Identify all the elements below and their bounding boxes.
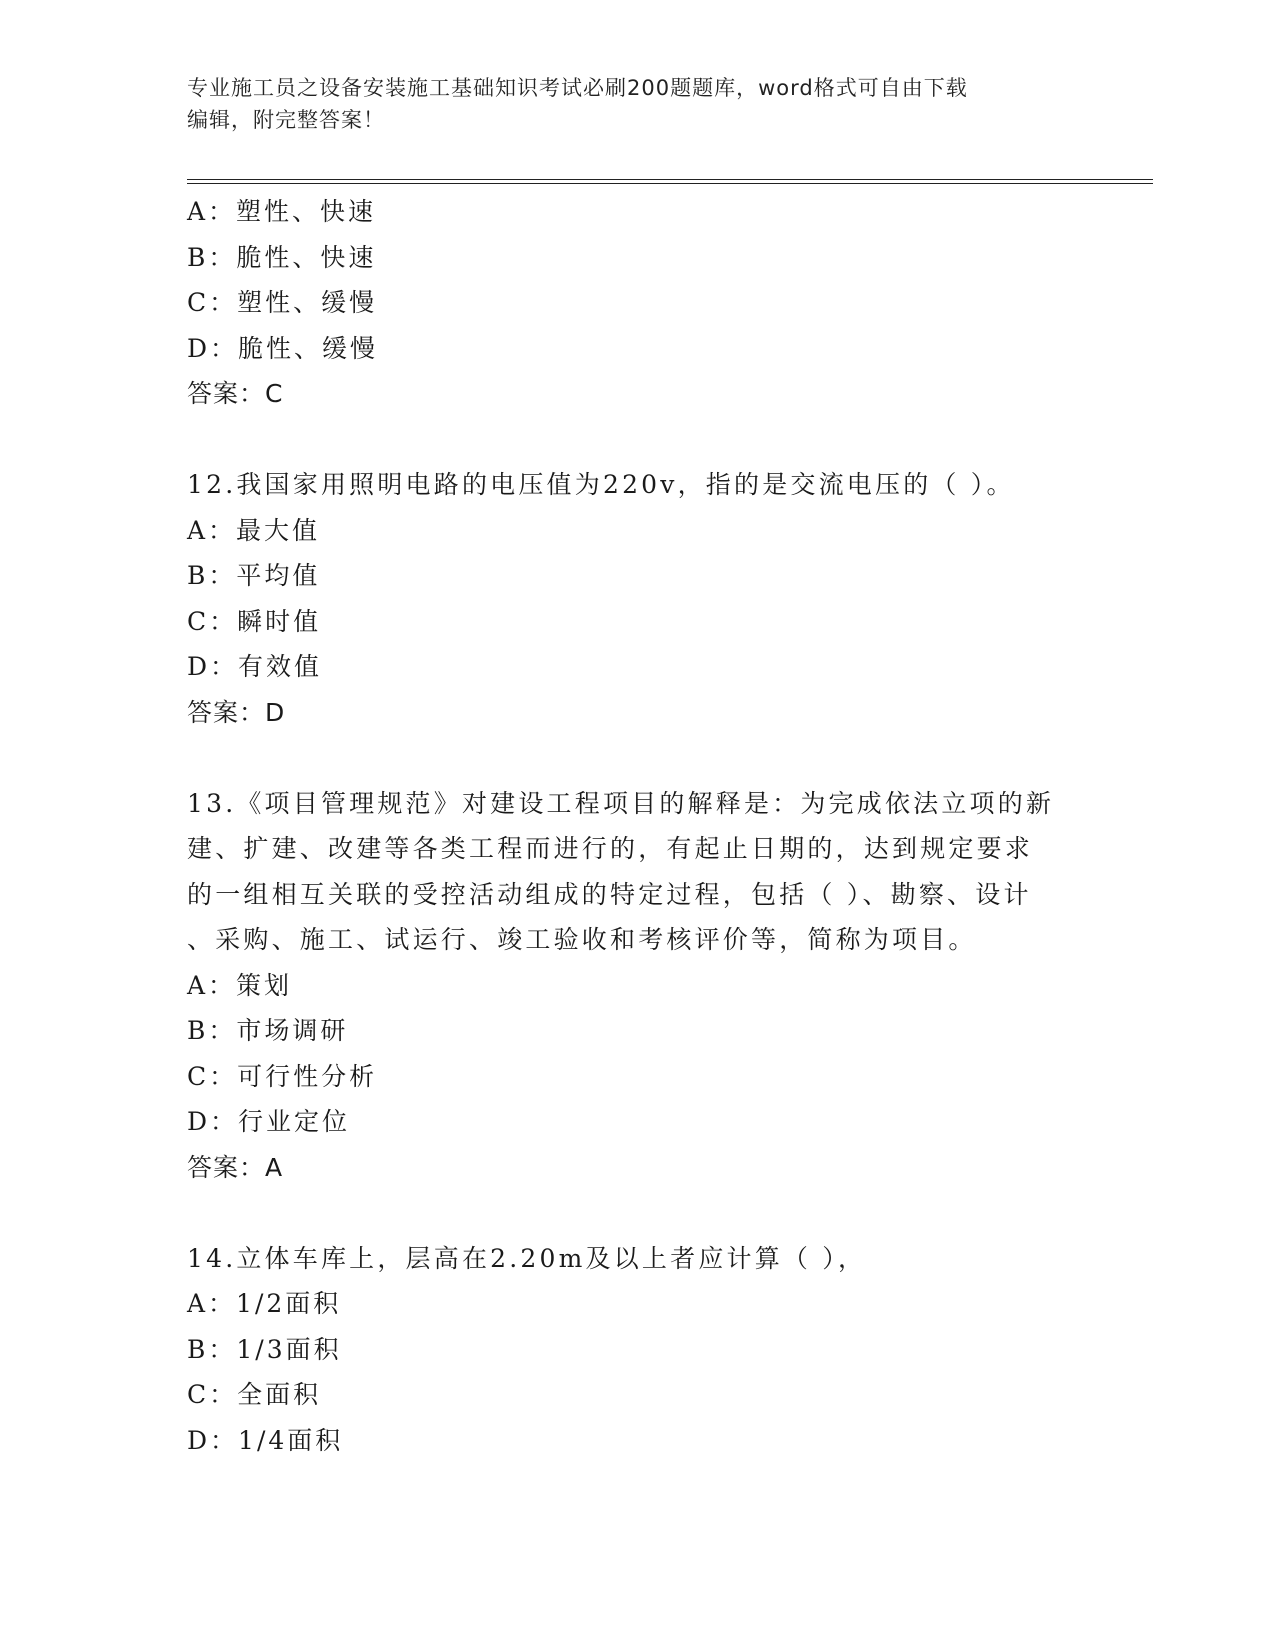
question-11 [187,189,1087,417]
question-stem [187,1236,1087,1282]
option-c: C：全面积 [187,1380,322,1409]
answer: 答案：D [187,697,286,727]
question-stem [187,462,1087,508]
option-a: A：最大值 [187,515,321,545]
option-d: D：脆性、缓慢 [187,333,379,363]
stem-line: 14.立体车库上，层高在2.20m及以上者应计算（ ）， [187,1243,867,1273]
stem-line: 13.《项目管理规范》对建设工程项目的解释是：为完成依法立项的新 [187,788,1055,818]
stem-line: 建、扩建、改建等各类工程而进行的，有起止日期的，达到规定要求 [187,834,1034,863]
question-list [187,189,1087,1463]
option-a: A：塑性、快速 [187,197,377,226]
header-line-1: 专业施工员之设备安装施工基础知识考试必刷200题题库，word格式可自由下载 [187,76,968,100]
stem-line: 的一组相互关联的受控活动组成的特定过程，包括（ ）、勘察、设计 [187,879,1032,909]
stem-line: 、采购、施工、试运行、竣工验收和考核评价等，简称为项目。 [187,925,977,954]
option-d: D：行业定位 [187,1107,351,1136]
option-b: B：平均值 [187,561,321,590]
option-c: C：塑性、缓慢 [187,288,378,317]
answer: 答案：C [187,379,284,408]
question-stem [187,781,1087,963]
question-13 [187,781,1087,1191]
option-d: D：有效值 [187,652,323,681]
header-divider-bottom [187,183,1153,184]
stem-line: 12.我国家用照明电路的电压值为220v，指的是交流电压的（ ）。 [187,470,1015,499]
spacer [187,1190,1087,1236]
option-c: C：瞬时值 [187,606,322,636]
header-divider-top [187,179,1153,180]
answer: 答案：A [187,1152,284,1182]
document-header [187,72,1067,136]
option-b: B：1/3面积 [187,1334,342,1364]
spacer [187,417,1087,463]
question-14 [187,1236,1087,1464]
option-a: A：1/2面积 [187,1289,342,1318]
option-d: D：1/4面积 [187,1425,344,1455]
header-line-2: 编辑，附完整答案！ [187,108,385,132]
question-12 [187,462,1087,735]
option-c: C：可行性分析 [187,1061,378,1091]
option-b: B：脆性、快速 [187,242,377,272]
spacer [187,735,1087,781]
option-b: B：市场调研 [187,1016,349,1045]
option-a: A：策划 [187,970,293,1000]
